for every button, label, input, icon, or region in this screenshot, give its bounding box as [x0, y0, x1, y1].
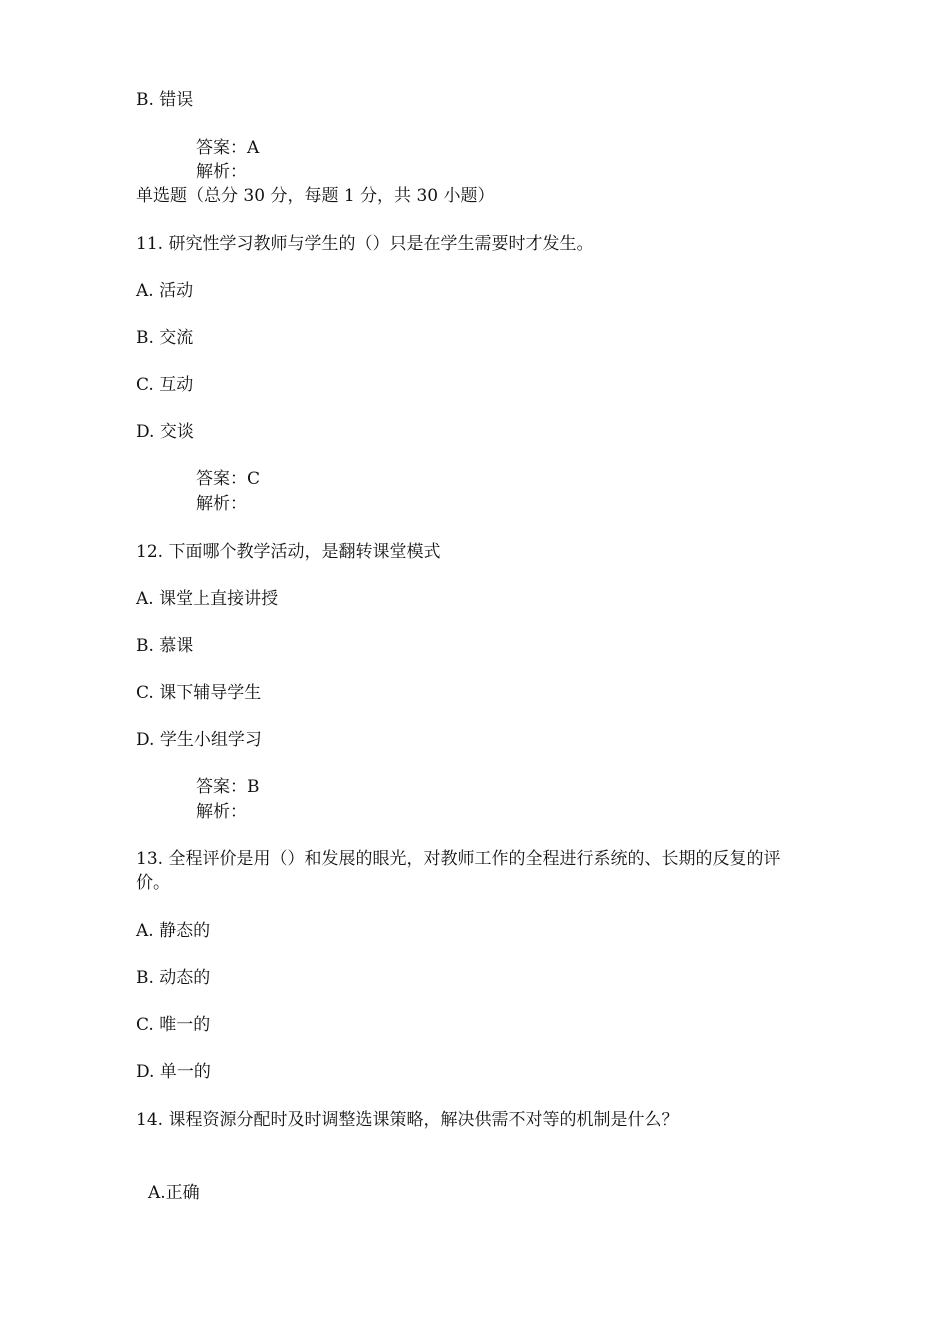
q14-option-a: A.正确: [148, 1183, 200, 1203]
q12-answer: 答案：B: [196, 777, 260, 797]
section-header: 单选题（总分 30 分，每题 1 分，共 30 小题）: [136, 186, 495, 206]
q13-option-c: C. 唯一的: [136, 1015, 211, 1035]
q13-option-a: A. 静态的: [136, 921, 211, 941]
q13-option-b: B. 动态的: [136, 968, 211, 988]
q11-option-d: D. 交谈: [136, 422, 194, 442]
q11-option-c: C. 互动: [136, 375, 194, 395]
q11-option-b: B. 交流: [136, 328, 194, 348]
q12-option-b: B. 慕课: [136, 636, 194, 656]
q12-option-d: D. 学生小组学习: [136, 730, 262, 750]
q11-option-a: A. 活动: [136, 281, 194, 301]
q14-stem: 14. 课程资源分配时及时调整选课策略，解决供需不对等的机制是什么？: [136, 1110, 679, 1130]
q12-analysis: 解析：: [196, 802, 247, 822]
q12-stem: 12. 下面哪个教学活动，是翻转课堂模式: [136, 542, 441, 562]
q13-option-d: D. 单一的: [136, 1062, 211, 1082]
q11-analysis: 解析：: [196, 494, 247, 514]
q11-stem: 11. 研究性学习教师与学生的（）只是在学生需要时才发生。: [136, 234, 594, 254]
q10-analysis: 解析：: [196, 162, 247, 182]
q10-answer: 答案：A: [196, 138, 260, 158]
q11-answer: 答案：C: [196, 469, 261, 489]
q13-stem: 13. 全程评价是用（）和发展的眼光，对教师工作的全程进行系统的、长期的反复的评价。: [136, 849, 781, 893]
q10-option-b: B. 错误: [136, 90, 194, 110]
q12-option-a: A. 课堂上直接讲授: [136, 589, 279, 609]
q12-option-c: C. 课下辅导学生: [136, 683, 262, 703]
